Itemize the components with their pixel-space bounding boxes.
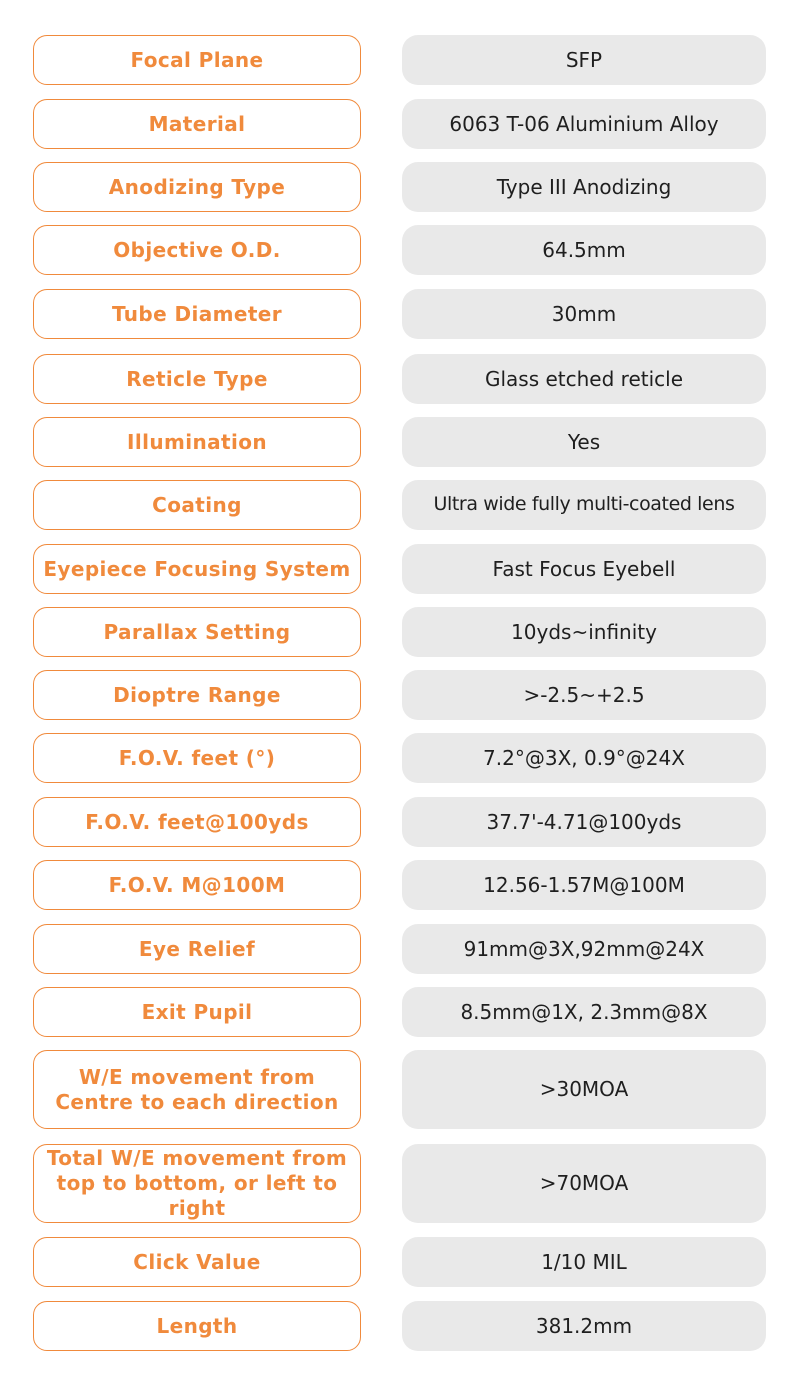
spec-value: Yes <box>402 417 766 467</box>
spec-row-click-value <box>0 1237 800 1287</box>
spec-value: Fast Focus Eyebell <box>402 544 766 594</box>
spec-value: >70MOA <box>402 1144 766 1223</box>
spec-label: Material <box>33 99 361 149</box>
spec-value: 64.5mm <box>402 225 766 275</box>
spec-label: F.O.V. feet@100yds <box>33 797 361 847</box>
spec-label: Reticle Type <box>33 354 361 404</box>
spec-row-dioptre-range <box>0 670 800 720</box>
spec-value: 1/10 MIL <box>402 1237 766 1287</box>
spec-value: >30MOA <box>402 1050 766 1129</box>
spec-row-eyepiece-focusing-system <box>0 544 800 594</box>
spec-value: 91mm@3X,92mm@24X <box>402 924 766 974</box>
spec-label: Illumination <box>33 417 361 467</box>
spec-label: Eyepiece Focusing System <box>33 544 361 594</box>
spec-row-illumination <box>0 417 800 467</box>
spec-value: 30mm <box>402 289 766 339</box>
spec-row-fov-feet-degrees <box>0 733 800 783</box>
spec-row-exit-pupil <box>0 987 800 1037</box>
spec-row-fov-feet-100yds <box>0 797 800 847</box>
spec-value: Ultra wide fully multi-coated lens <box>402 480 766 530</box>
spec-row-eye-relief <box>0 924 800 974</box>
spec-row-fov-m-100m <box>0 860 800 910</box>
spec-label: Parallax Setting <box>33 607 361 657</box>
spec-label: Coating <box>33 480 361 530</box>
spec-label: F.O.V. M@100M <box>33 860 361 910</box>
spec-label: Tube Diameter <box>33 289 361 339</box>
spec-row-we-movement-centre <box>0 1050 800 1129</box>
spec-row-anodizing-type <box>0 162 800 212</box>
spec-row-coating <box>0 480 800 530</box>
spec-row-reticle-type <box>0 354 800 404</box>
spec-label: Dioptre Range <box>33 670 361 720</box>
spec-row-total-we-movement <box>0 1144 800 1223</box>
spec-row-objective-od <box>0 225 800 275</box>
spec-value: 6063 T-06 Aluminium Alloy <box>402 99 766 149</box>
spec-value: 12.56-1.57M@100M <box>402 860 766 910</box>
spec-value: 7.2°@3X, 0.9°@24X <box>402 733 766 783</box>
spec-label: Focal Plane <box>33 35 361 85</box>
spec-label: Anodizing Type <box>33 162 361 212</box>
spec-value: SFP <box>402 35 766 85</box>
spec-value: >-2.5~+2.5 <box>402 670 766 720</box>
spec-label: F.O.V. feet (°) <box>33 733 361 783</box>
spec-row-material <box>0 99 800 149</box>
spec-value: 37.7'-4.71@100yds <box>402 797 766 847</box>
spec-row-length <box>0 1301 800 1351</box>
spec-label: W/E movement from Centre to each direction <box>33 1050 361 1129</box>
spec-label: Objective O.D. <box>33 225 361 275</box>
spec-label: Total W/E movement from top to bottom, or left to right <box>33 1144 361 1223</box>
spec-label: Exit Pupil <box>33 987 361 1037</box>
spec-value: Type III Anodizing <box>402 162 766 212</box>
spec-row-parallax-setting <box>0 607 800 657</box>
spec-label: Eye Relief <box>33 924 361 974</box>
spec-label: Length <box>33 1301 361 1351</box>
spec-row-focal-plane <box>0 35 800 85</box>
spec-value: 381.2mm <box>402 1301 766 1351</box>
spec-value: 8.5mm@1X, 2.3mm@8X <box>402 987 766 1037</box>
spec-value: Glass etched reticle <box>402 354 766 404</box>
spec-label: Click Value <box>33 1237 361 1287</box>
spec-value: 10yds~infinity <box>402 607 766 657</box>
spec-row-tube-diameter <box>0 289 800 339</box>
